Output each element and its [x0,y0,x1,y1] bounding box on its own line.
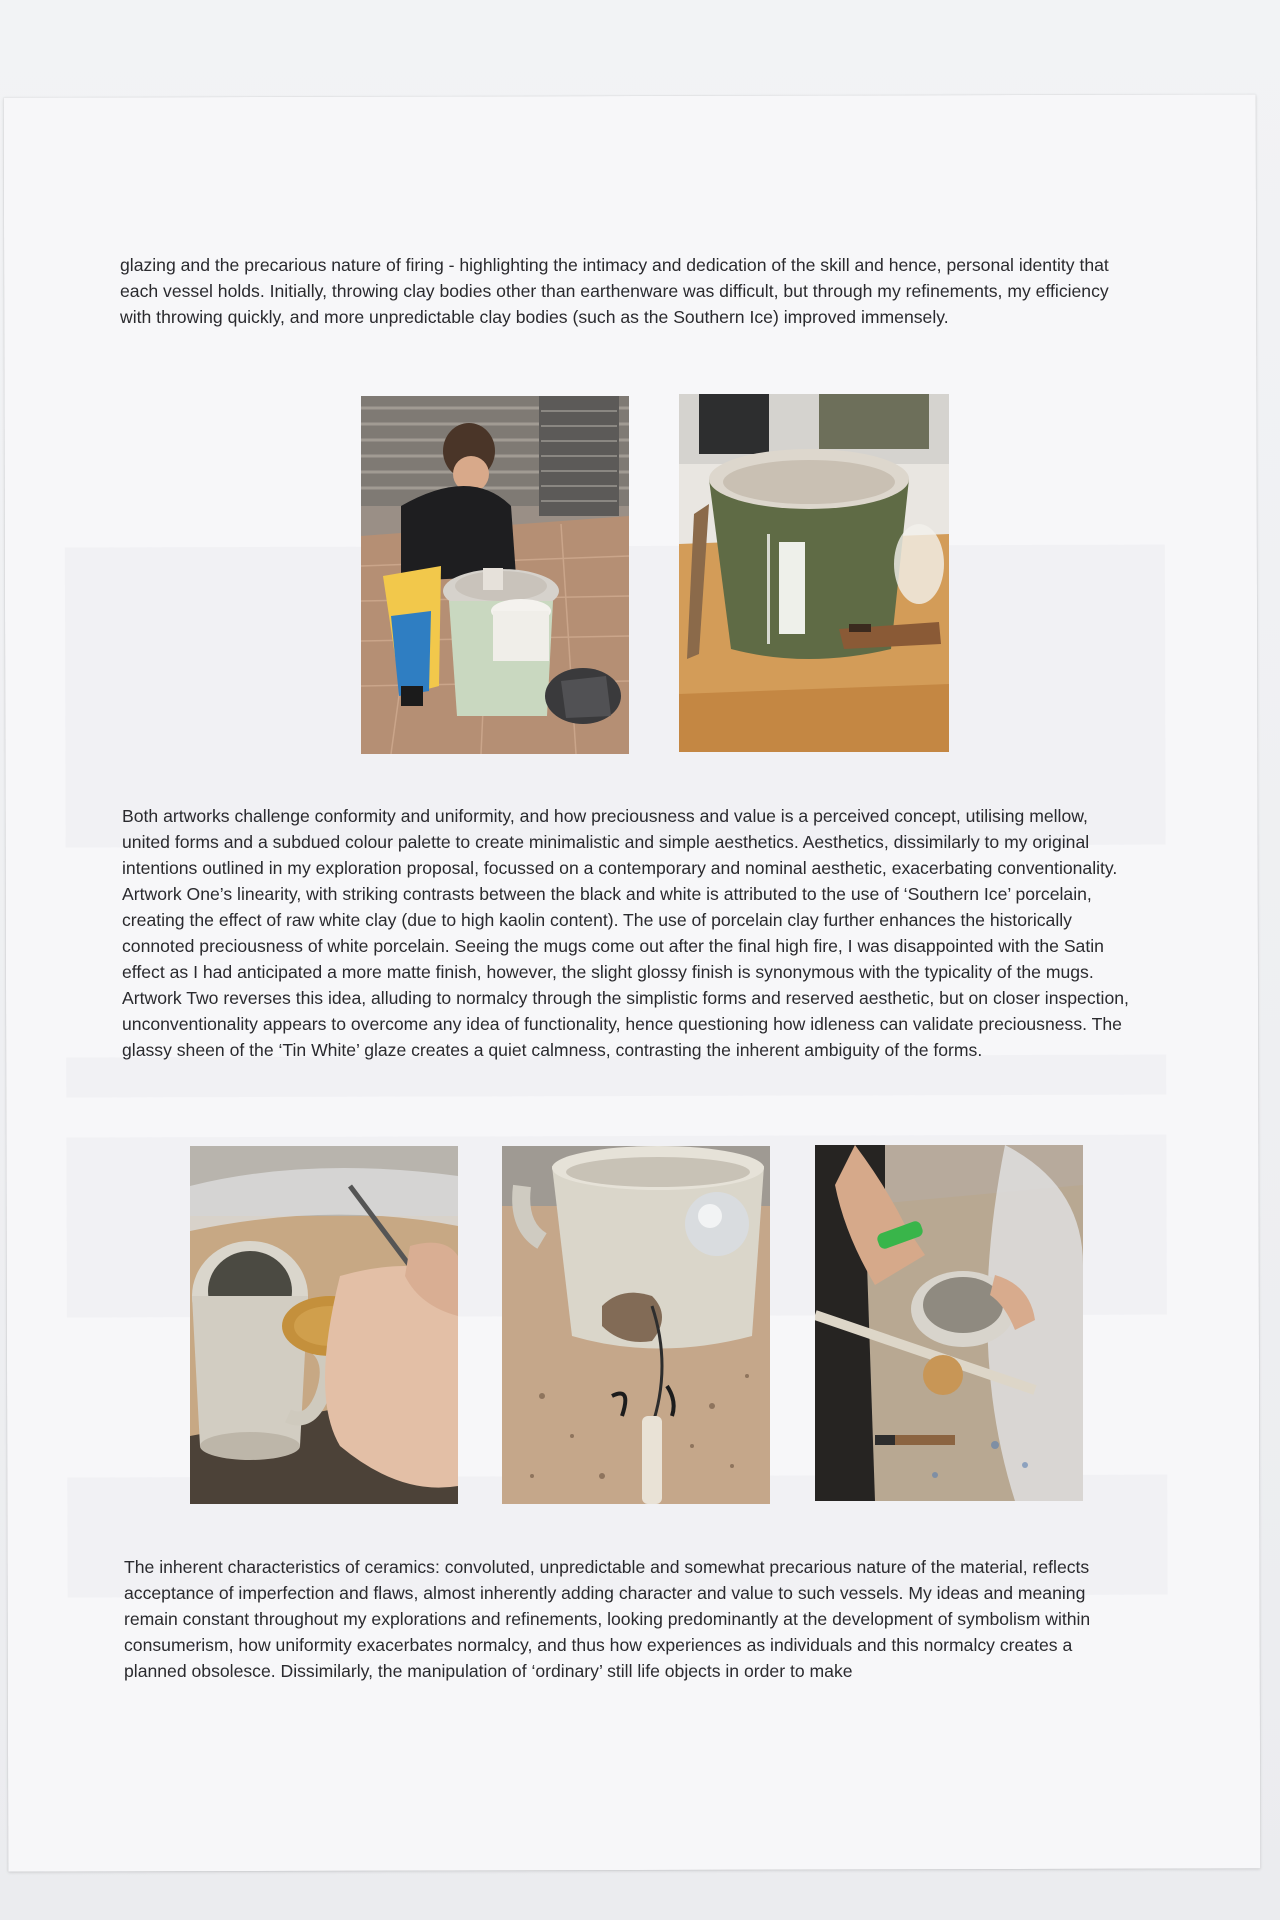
photo-carved-mug [502,1146,770,1504]
body-paragraph: glazing and the precarious nature of firing - highlighting the intimacy and dedication of the skill and hence, personal identity that each vessel holds. Initially, throwing clay bodies other than earthenware was difficult, but through my refinements, my efficiency with throwing quickly, and more unpredictable clay bodies (such as the Southern Ice) improved immensely. [120,255,1109,327]
photo-hand-holding-mug [815,1145,1083,1501]
photo-mug-with-sponge [190,1146,458,1504]
body-paragraph: Both artworks challenge conformity and uniformity, and how preciousness and value is a perceived concept, utilising mellow, united forms and a subdued colour palette to create minimalistic and simple aesthetics. Aesthetics, dissimilarly to my original intentions outlined in my exploration proposal, focussed on a contemporary and nominal aesthetic, exacerbating conventionality. Artwork One’s linearity, with striking contrasts between the black and white is attributed to the use of ‘Southern Ice’ porcelain, creating the effect of raw white clay (due to high kaolin content). The use of porcelain clay further enhances the historically connoted preciousness of white porcelain. Seeing the mugs come out after the final high fire, I was disappointed with the Satin effect as I had anticipated a more matte finish, however, the slight glossy finish is synonymous with the typicality of the mugs. Artwork Two reverses this idea, alluding to normalcy through the simplistic forms and reserved aesthetic, but on closer inspection, unconventionality appears to overcome any idea of functionality, hence questioning how idleness can validate preciousness. The glassy sheen of the ‘Tin White’ glaze creates a quiet calmness, contrasting the inherent ambiguity of the forms. [122,806,1129,1060]
photo-green-glazed-vessel [679,394,949,752]
body-paragraph: The inherent characteristics of ceramics: convoluted, unpredictable and somewhat precarious nature of the material, reflects acceptance of imperfection and flaws, almost inherently adding character and value to such vessels. My ideas and meaning remain constant throughout my explorations and refinements, looking predominantly at the development of symbolism within consumerism, how uniformity exacerbates normalcy, and thus how experiences as individuals and this normalcy creates a planned obsolesce. Dissimilarly, the manipulation of ‘ordinary’ still life objects in order to make [124,1557,1091,1681]
photo-potter-at-wheel [361,396,629,754]
